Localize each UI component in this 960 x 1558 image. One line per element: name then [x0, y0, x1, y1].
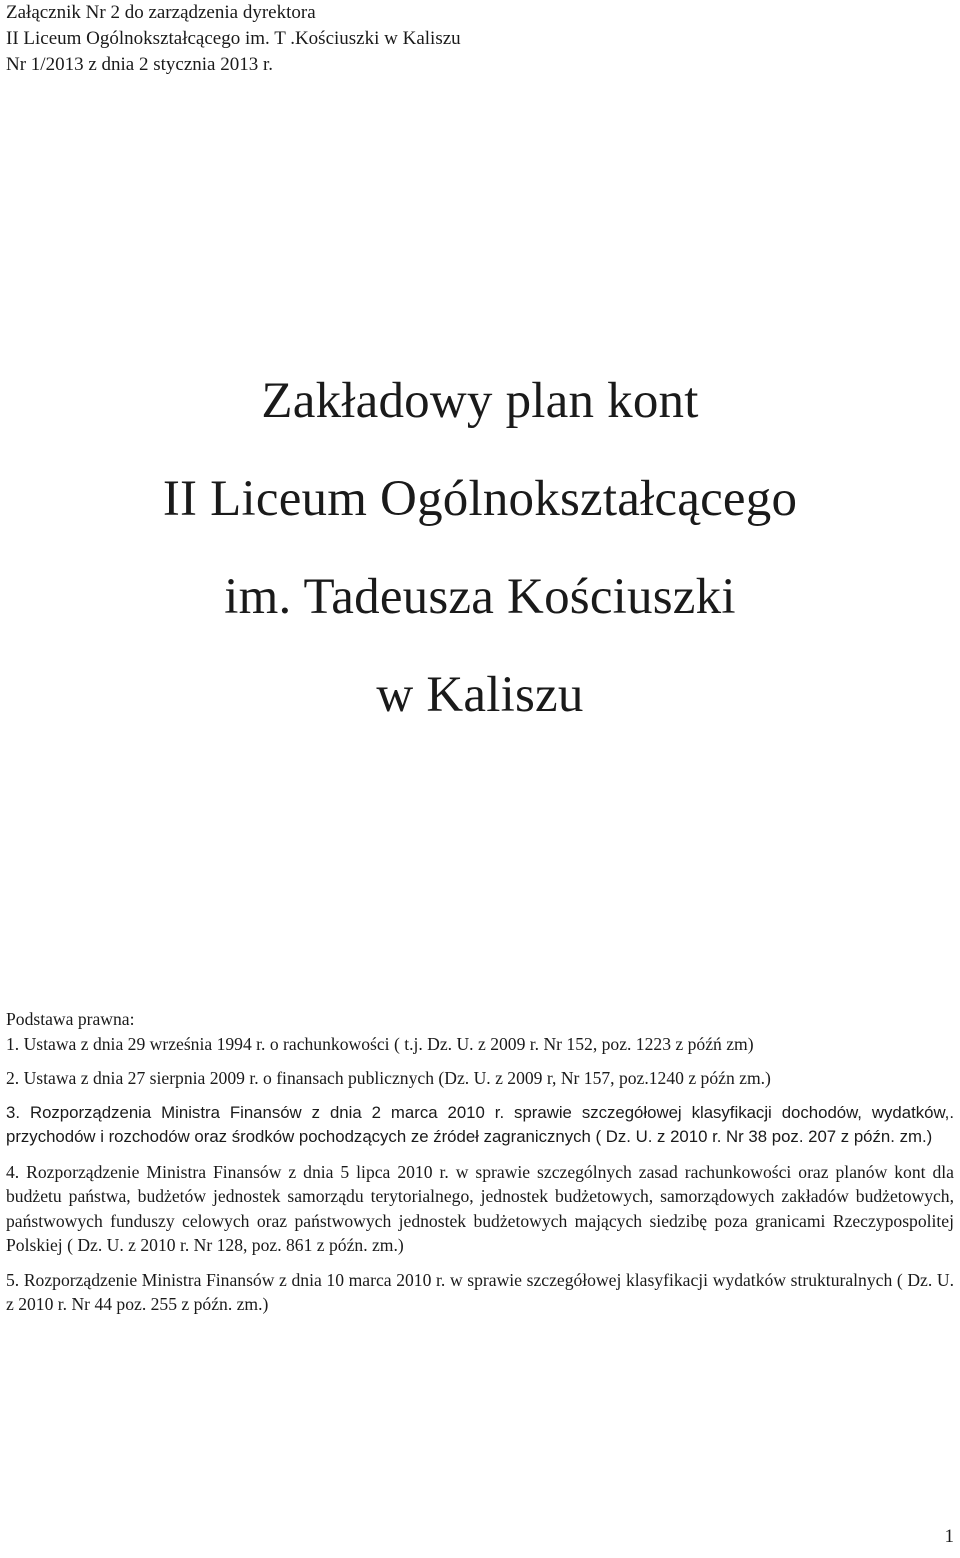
title-line-1: Zakładowy plan kont: [261, 373, 699, 429]
header-line-1: Załącznik Nr 2 do zarządzenia dyrektora: [6, 2, 316, 23]
legal-basis-section: [6, 1007, 954, 1317]
document-header: [6, 0, 461, 78]
legal-basis-item-3: 3. Rozporządzenia Ministra Finansów z dnia 2 marca 2010 r. sprawie szczegółowej klasyfikacji dochodów, wydatków,. przychodów i rozchodów oraz środków pochodzących ze źródeł zagranicznych ( Dz. U. z 2010 r. Nr 38 poz. 207 z późn. zm.): [6, 1102, 954, 1146]
document-title: [0, 352, 960, 744]
legal-basis-item-5: 5. Rozporządzenie Ministra Finansów z dnia 10 marca 2010 r. w sprawie szczegółowej klasyfikacji wydatków strukturalnych ( Dz. U. z 2010 r. Nr 44 poz. 255 z późn. zm.): [6, 1269, 954, 1314]
title-line-4: w Kaliszu: [376, 667, 584, 723]
legal-basis-item-2: 2. Ustawa z dnia 27 sierpnia 2009 r. o finansach publicznych (Dz. U. z 2009 r, Nr 157, poz.1240 z późn zm.): [6, 1068, 771, 1088]
legal-basis-item-4: 4. Rozporządzenie Ministra Finansów z dnia 5 lipca 2010 r. w sprawie szczególnych zasad rachunkowości oraz planów kont dla budżetu państwa, budżetów jednostek samorządu terytorialnego, jednostek budżetowych, samorządowych zakładów budżetowych, państwowych funduszy celowych oraz państwowych jednostek budżetowych mających siedzibę poza granicami Rzeczypospolitej Polskiej ( Dz. U. z 2010 r. Nr 128, poz. 861 z późn. zm.): [6, 1161, 954, 1255]
header-line-3: Nr 1/2013 z dnia 2 stycznia 2013 r.: [6, 54, 274, 75]
legal-basis-item-1: 1. Ustawa z dnia 29 września 1994 r. o rachunkowości ( t.j. Dz. U. z 2009 r. Nr 152, poz. 1223 z późń zm): [6, 1033, 754, 1054]
title-line-2: II Liceum Ogólnokształcącego: [162, 471, 798, 527]
title-line-3: im. Tadeusza Kościuszki: [224, 569, 736, 625]
page-number: 1: [944, 1526, 954, 1547]
header-line-2: II Liceum Ogólnokształcącego im. T .Kościuszki w Kaliszu: [6, 28, 461, 49]
legal-basis-heading: Podstawa prawna:: [6, 1009, 135, 1029]
